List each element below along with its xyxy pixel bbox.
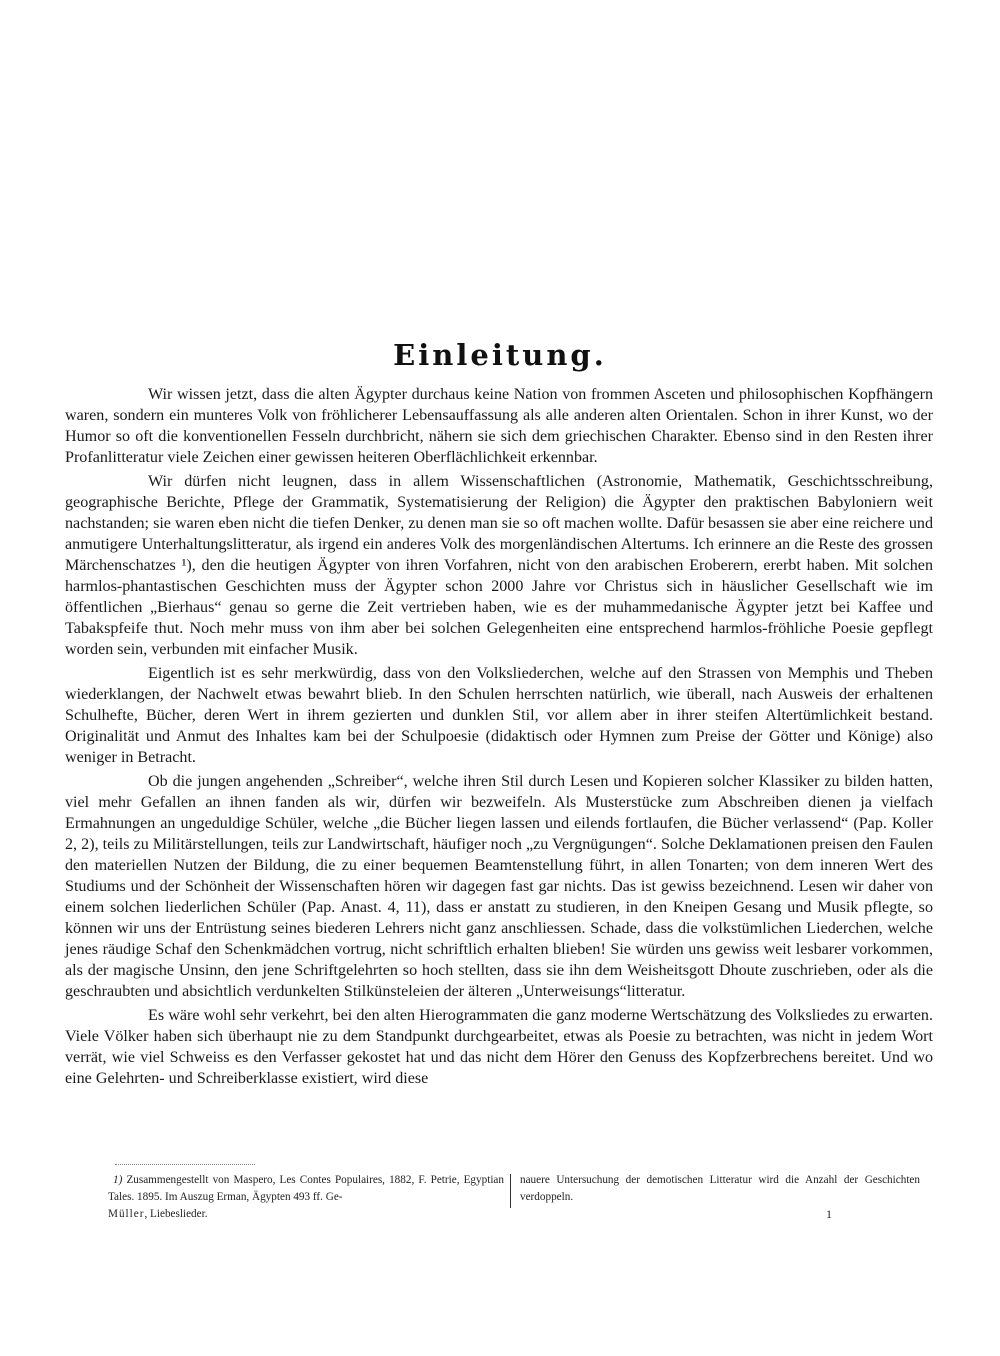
footnote-1 bbox=[108, 1172, 504, 1206]
body-text bbox=[65, 384, 933, 1092]
paragraph-5: Es wäre wohl sehr verkehrt, bei den alten Hierogrammaten die ganz moderne Wertschätzung des Volksliedes zu erwarten. Viele Völker haben sich überhaupt nie zu dem Standpunkt durchgearbeitet, etwas als Poesie zu betrachten, was nicht in jedem Wort verrät, wie viel Schweiss es den Verfasser gekostet hat und das nicht dem Hörer den Genuss des Kopfzerbrechens bereitet. Und wo eine Gelehrten- und Schreiberklasse existiert, wird diese bbox=[65, 1007, 933, 1087]
footnote-left-column bbox=[108, 1172, 504, 1223]
footnote-1-tail: , Liebeslieder. bbox=[144, 1208, 208, 1220]
footnote-1-continuation bbox=[108, 1206, 504, 1223]
footnote-1-text: Zusammengestellt von Maspero, Les Contes Populaires, 1882, F. Petrie, Egyptian Tales. 1895. Im Auszug Erman, Ägypten 493 ff. Ge- bbox=[108, 1174, 504, 1203]
paragraph-3: Eigentlich ist es sehr merkwürdig, dass von den Volksliederchen, welche auf den Strassen von Memphis und Theben wiederklangen, der Nachwelt etwas bewahrt blieb. In den Schulen herrschten natürlich, wie überall, nach Ausweis der erhaltenen Schulhefte, Bücher, deren Wert in ihrem gezierten und dunklen Stil, vor allem aber in ihrer steifen Altertümlichkeit bestand. Originalität und Anmut des Inhaltes kam bei der Schulpoesie (didaktisch oder Hymnen zum Preise der Götter und Könige) also weniger in Betracht. bbox=[65, 665, 933, 766]
footnote-column-divider bbox=[510, 1174, 511, 1208]
page-title: Einleitung. bbox=[393, 338, 607, 372]
footnote-separator bbox=[115, 1164, 255, 1165]
footnote-right-column: nauere Untersuchung der demotischen Litteratur wird die Anzahl der Geschichten verdoppeln. bbox=[520, 1174, 920, 1203]
paragraph-4: Ob die jungen angehenden „Schreiber“, welche ihren Stil durch Lesen und Kopieren solcher Klassiker zu bilden hatten, viel mehr Gefallen an ihnen fanden als wir, dürfen wir bezweifeln. Als Musterstücke zum Abschreiben dienen ja vielfach Ermahnungen an ungeduldige Schüler, welche „die Bücher liegen lassen und eilends fortlaufen, die Bücher verlassend“ (Pap. Koller 2, 2), teils zu Militärstellungen, teils zur Landwirtschaft, häufiger noch „zu Vergnügungen“. Solche Deklamationen preisen den Faulen den materiellen Nutzen der Bildung, die zu einer bequemen Beamtenstellung führt, in allen Tonarten; von dem inneren Wert des Studiums und der Schönheit der Wissenschaften hören wir dagegen fast gar nichts. Das ist gewiss bezeichnend. Lesen wir daher von einem solchen liederlichen Schüler (Pap. Anast. 4, 11), dass er anstatt zu studieren, in den Kneipen Gesang und Musik pflegte, so können wir uns der Entrüstung seines biederen Lehrers nicht ganz anschliessen. Schade, dass die volkstümlichen Liederchen, welche jenes räudige Schaf den Schenkmädchen vortrug, nicht schriftlich erhalten blieben! Sie würden uns gewiss weit lesbarer vorkommen, als der magische Unsinn, den jene Schriftgelehrten so hoch stellten, dass sie ihn dem Weisheitsgott Dhoute zuschrieben, oder als die geschraubten und absichtlich verdunkelten Stilkünsteleien der älteren „Unterweisungs“litteratur. bbox=[65, 773, 933, 1000]
paragraph-2: Wir dürfen nicht leugnen, dass in allem Wissenschaftlichen (Astronomie, Mathematik, Geschichtsschreibung, geographische Berichte, Pflege der Grammatik, Systematisierung der Religion) die Ägypter den praktischen Babyloniern weit nachstanden; sie waren eben nicht die tiefen Denker, zu denen man sie so oft machen wollte. Dafür besassen sie aber eine reichere und anmutigere Unterhaltungslitteratur, als irgend ein anderes Volk des morgenländischen Altertums. Ich erinnere an die Reste des grossen Märchenschatzes ¹), den die heutigen Ägypter von ihren Vorfahren, nicht von den arabischen Eroberern, ererbt haben. Mit solchen harmlos-phantastischen Geschichten muss der Ägypter schon 2000 Jahre vor Christus sich in häuslicher Gesellschaft wie im öffentlichen „Bierhaus“ genau so gerne die Zeit vertrieben haben, wie es der muhammedanische Ägypter jetzt bei Kaffee und Tabakspfeife thut. Noch mehr muss von ihm aber bei solchen Gelegenheiten eine entsprechend harmlos-fröhliche Poesie gepflegt worden sein, verbunden mit einfacher Musik. bbox=[65, 473, 933, 658]
footnote-marker: 1) bbox=[113, 1174, 123, 1186]
paragraph-1: Wir wissen jetzt, dass die alten Ägypter durchaus keine Nation von frommen Asceten und philosophischen Kopfhängern waren, sondern ein munteres Volk von fröhlicherer Lebensauffassung als alle anderen alten Orientalen. Schon in ihrer Kunst, wo der Humor so oft die konventionellen Fesseln durchbricht, nähern sie sich dem griechischen Charakter. Ebenso sind in den Resten ihrer Profanlitteratur viele Zeichen einer gewissen heiteren Oberflächlichkeit erkennbar. bbox=[65, 386, 933, 466]
page-number: 1 bbox=[826, 1207, 832, 1221]
footnote-author-name: Müller bbox=[108, 1208, 145, 1220]
